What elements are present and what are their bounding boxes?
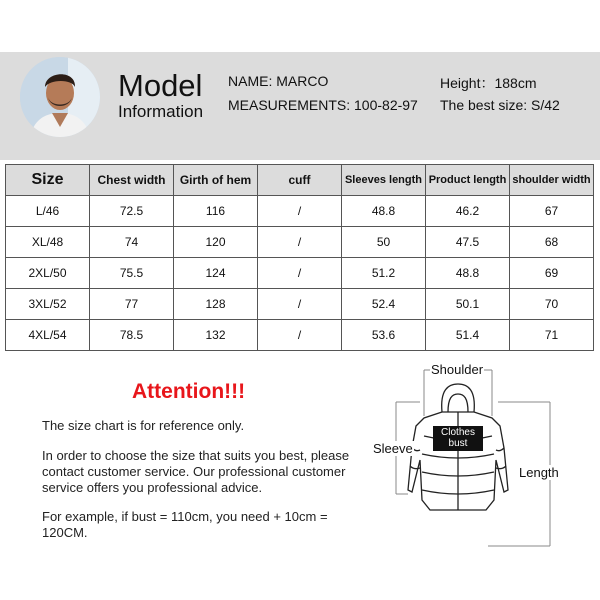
table-cell: 52.4 (342, 289, 426, 320)
table-cell: 50 (342, 227, 426, 258)
table-cell: 72.5 (90, 196, 174, 227)
table-cell: 47.5 (426, 227, 510, 258)
table-cell: XL/48 (6, 227, 90, 258)
header-size: Size (6, 165, 90, 196)
table-row (6, 258, 594, 289)
table-cell: 50.1 (426, 289, 510, 320)
table-cell: 4XL/54 (6, 320, 90, 351)
diagram-label-length: Length (519, 465, 559, 480)
model-name: NAME: MARCO (228, 73, 329, 89)
diagram-label-bust: Clothes bust (433, 426, 483, 451)
table-cell: / (258, 196, 342, 227)
table-cell: 68 (510, 227, 594, 258)
table-cell: 78.5 (90, 320, 174, 351)
model-heading-title: Model (118, 68, 203, 103)
table-cell: / (258, 289, 342, 320)
note-example: For example, if bust = 110cm, you need + 10cm = 120CM. (42, 509, 328, 540)
table-cell: 2XL/50 (6, 258, 90, 289)
header-chest-width: Chest width (90, 165, 174, 196)
size-chart-table (5, 164, 594, 351)
table-cell: 51.2 (342, 258, 426, 289)
header-girth-of-hem: Girth of hem (174, 165, 258, 196)
header-shoulder-width: shoulder width (510, 165, 594, 196)
measurement-diagram (368, 360, 568, 550)
table-cell: 132 (174, 320, 258, 351)
diagram-label-sleeve: Sleeve (373, 441, 413, 456)
table-cell: 48.8 (426, 258, 510, 289)
note-contact-service: In order to choose the size that suits you best, please contact customer service. Our professional customer service offers you professional advice. (42, 448, 350, 495)
table-row (6, 196, 594, 227)
note-reference-only: The size chart is for reference only. (42, 418, 245, 433)
table-cell: 67 (510, 196, 594, 227)
table-cell: 120 (174, 227, 258, 258)
model-height: Height：188cm (440, 75, 537, 91)
header-cuff: cuff (258, 165, 342, 196)
model-best-size: The best size: S/42 (440, 97, 560, 113)
model-photo-icon (20, 57, 100, 137)
table-cell: 71 (510, 320, 594, 351)
table-cell: 128 (174, 289, 258, 320)
model-measurements: MEASUREMENTS: 100-82-97 (228, 97, 418, 113)
table-cell: 75.5 (90, 258, 174, 289)
table-cell: 51.4 (426, 320, 510, 351)
table-cell: / (258, 227, 342, 258)
table-cell: 70 (510, 289, 594, 320)
table-cell: / (258, 258, 342, 289)
model-info-banner (0, 52, 600, 160)
table-cell: 46.2 (426, 196, 510, 227)
table-cell: 69 (510, 258, 594, 289)
table-cell: 74 (90, 227, 174, 258)
table-cell: 116 (174, 196, 258, 227)
header-product-length: Product length (426, 165, 510, 196)
table-cell: 124 (174, 258, 258, 289)
model-heading (118, 70, 203, 120)
table-cell: 53.6 (342, 320, 426, 351)
table-row (6, 289, 594, 320)
table-cell: 3XL/52 (6, 289, 90, 320)
table-row (6, 320, 594, 351)
diagram-label-shoulder: Shoulder (431, 362, 484, 377)
attention-title: Attention!!! (132, 380, 246, 403)
table-cell: 77 (90, 289, 174, 320)
model-heading-subtitle: Information (118, 102, 204, 121)
model-avatar (20, 57, 100, 137)
header-sleeves-length: Sleeves length (342, 165, 426, 196)
table-row (6, 227, 594, 258)
table-header-row (6, 165, 594, 196)
table-cell: / (258, 320, 342, 351)
table-cell: 48.8 (342, 196, 426, 227)
table-cell: L/46 (6, 196, 90, 227)
